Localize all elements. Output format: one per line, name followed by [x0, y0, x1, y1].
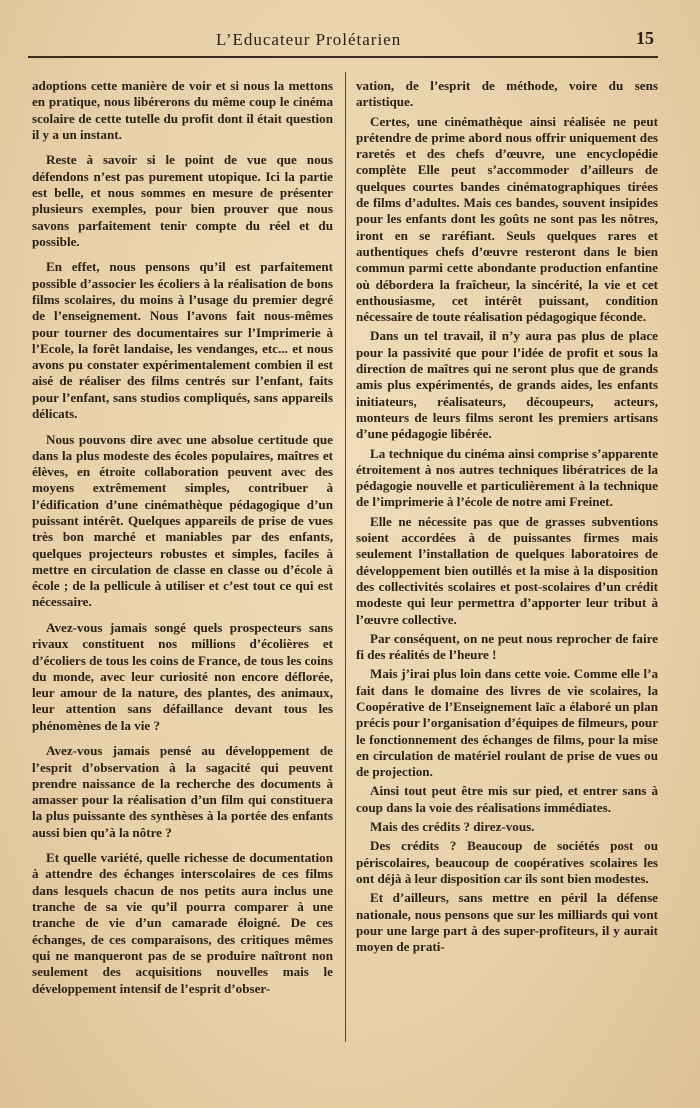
paragraph: Mais j’irai plus loin dans cette voie. Comme elle l’a fait dans le domaine des livres de vie scolaires, la Coopérative de l’Enseignement laïc a élaboré un plan précis pour l’organisation d’équipes de filmeurs, pour le fonctionnement des échanges de films, pour la mise en circulation de matériel roulant de prise de vues ou de projection.: [356, 666, 658, 780]
paragraph: Et d’ailleurs, sans mettre en péril la défense nationale, nous pensons que sur les milliards qui vont pour une large part à des super-profiteurs, il y aurait moyen de prati-: [356, 890, 658, 955]
paragraph: Avez-vous jamais songé quels prospecteurs sans rivaux constituent nos millions d’écolières et d’écoliers de tous les coins de France, de tous les coins du monde, avec leur curiosité non encore déflorée, leur amour de la nature, des plantes, des animaux, leur attention sans défaillance devant tous les phénomènes de la vie ?: [32, 619, 333, 733]
paragraph: Des crédits ? Beaucoup de sociétés post ou périscolaires, beaucoup de coopératives scolaires les ont déjà à leur disposition car ils sont bien modestes.: [356, 838, 658, 886]
left-column: [32, 78, 333, 1006]
paragraph: adoptions cette manière de voir et si nous la mettons en pratique, nous libérerons du même coup le cinéma scolaire de cette tutelle du profit dont il était question il y a un instant.: [32, 78, 333, 142]
column-divider: [345, 72, 346, 1042]
running-title: L’Educateur Prolétarien: [216, 30, 402, 49]
paragraph: vation, de l’esprit de méthode, voire du sens artistique.: [356, 78, 658, 110]
paragraph: Avez-vous jamais pensé au développement de l’esprit d’observation à la sagacité qui peuvent prendre naissance de la recherche des documents à amasser pour la réalisation d’un film qui constituera la plus puissante des synthèses à la portée des enfants aussi bien qu’à la nôtre ?: [32, 743, 333, 840]
paragraph: Reste à savoir si le point de vue que nous défendons n’est pas purement utopique. Ici la partie est belle, et nous sommes en mesure de présenter plusieurs exemples, pour bien prouver que nous savons parfaitement tenir compte du réel et du possible.: [32, 152, 333, 249]
paragraph: La technique du cinéma ainsi comprise s’apparente étroitement à nos autres techniques libératrices de la pédagogie nouvelle et particulièrement à la technique de l’imprimerie à l’école de notre ami Freinet.: [356, 445, 658, 510]
paragraph: Certes, une cinémathèque ainsi réalisée ne peut prétendre de prime abord nous offrir uniquement des raretés et des chefs d’œuvre, une encyclopédie complète Elle peut s’accommoder d’ailleurs de quelques courtes bandes cinématographiques tirées de films d’adultes. Mais ces bandes, souvent insipides pour les enfants dont les goûts ne sont pas les nôtres, iront en se raréfiant. Seuls quelques rares et authentiques chefs d’œuvre resteront dans le bien commun parmi cette abondante production enfantine où débordera la fraîcheur, la sincérité, la vie et cet enthousiasme, cet intérêt puissant, condition nécessaire de toute réalisation pédagogique féconde.: [356, 113, 658, 325]
right-column: [356, 78, 658, 958]
paragraph: Mais des crédits ? direz-vous.: [370, 819, 535, 835]
paragraph: Elle ne nécessite pas que de grasses subventions soient accordées à de puissantes firmes mais seulement l’installation de quelques laboratoires de développement bien outillés et la mise à la disposition des collectivités scolaires et post-scolaires d’un crédit modeste qui leur permettra d’apporter leur tribut à l’œuvre collective.: [356, 513, 658, 627]
paragraph: Dans un tel travail, il n’y aura pas plus de place pour la passivité que pour l’idée de profit et sous la direction de maîtres qui ne seront plus que de grands amis plus expérimentés, de grands aides, les enfants initiateurs, réalisateurs, découpeurs, acteurs, monteurs de leurs films seront les premiers artisans d’une pédagogie libérée.: [356, 328, 658, 442]
paragraph: Nous pouvons dire avec une absolue certitude que dans la plus modeste des écoles populaires, maîtres et élèves, en étroite collaboration peuvent avec des moyens extrêmement simples, contribuer à l’édification d’une cinémathèque pédagogique d’un puissant intérêt. Quelques appareils de prise de vues très bon marché et maniables par des enfants, quelques projecteurs robustes et simples, faciles à mettre en circulation de classe en classe ou d’école à école ; de la pellicule à utiliser et c’est tout ce qui est nécessaire.: [32, 431, 333, 610]
header-rule: [28, 56, 658, 58]
paragraph: En effet, nous pensons qu’il est parfaitement possible d’associer les écoliers à la réalisation de bons films scolaires, du moins à l’usage du premier degré de l’enseignement. Nous l’avons fait nous-mêmes pour tourner des documentaires sur l’Imprimerie à l’Ecole, la forêt landaise, les vendanges, etc... et nous avons pu constater expérimentalement combien il est aisé de réaliser des films centrés sur l’enfant, faits pour l’enfant, sans studios compliqués, sans appareils délicats.: [32, 259, 333, 422]
page-number: 15: [636, 28, 654, 48]
paragraph: Ainsi tout peut être mis sur pied, et entrer sans à coup dans la voie des réalisations immédiates.: [356, 783, 658, 815]
page-header: [30, 30, 658, 52]
paragraph: Par conséquent, on ne peut nous reprocher de faire fi des réalités de l’heure !: [356, 630, 658, 663]
paragraph: Et quelle variété, quelle richesse de documentation à attendre des échanges interscolaires de ces films dans lesquels chacun de nos petits aura inclus une tranche de sa vie qu’il pourra comparer à une tranche de vie d’un camarade éloigné. De ces échanges, de ces comparaisons, des critiques mêmes qui ne manqueront pas de se produire naîtront non seulement des acquisitions nouvelles mais le développement intensif de l’esprit d’obser-: [32, 850, 333, 996]
